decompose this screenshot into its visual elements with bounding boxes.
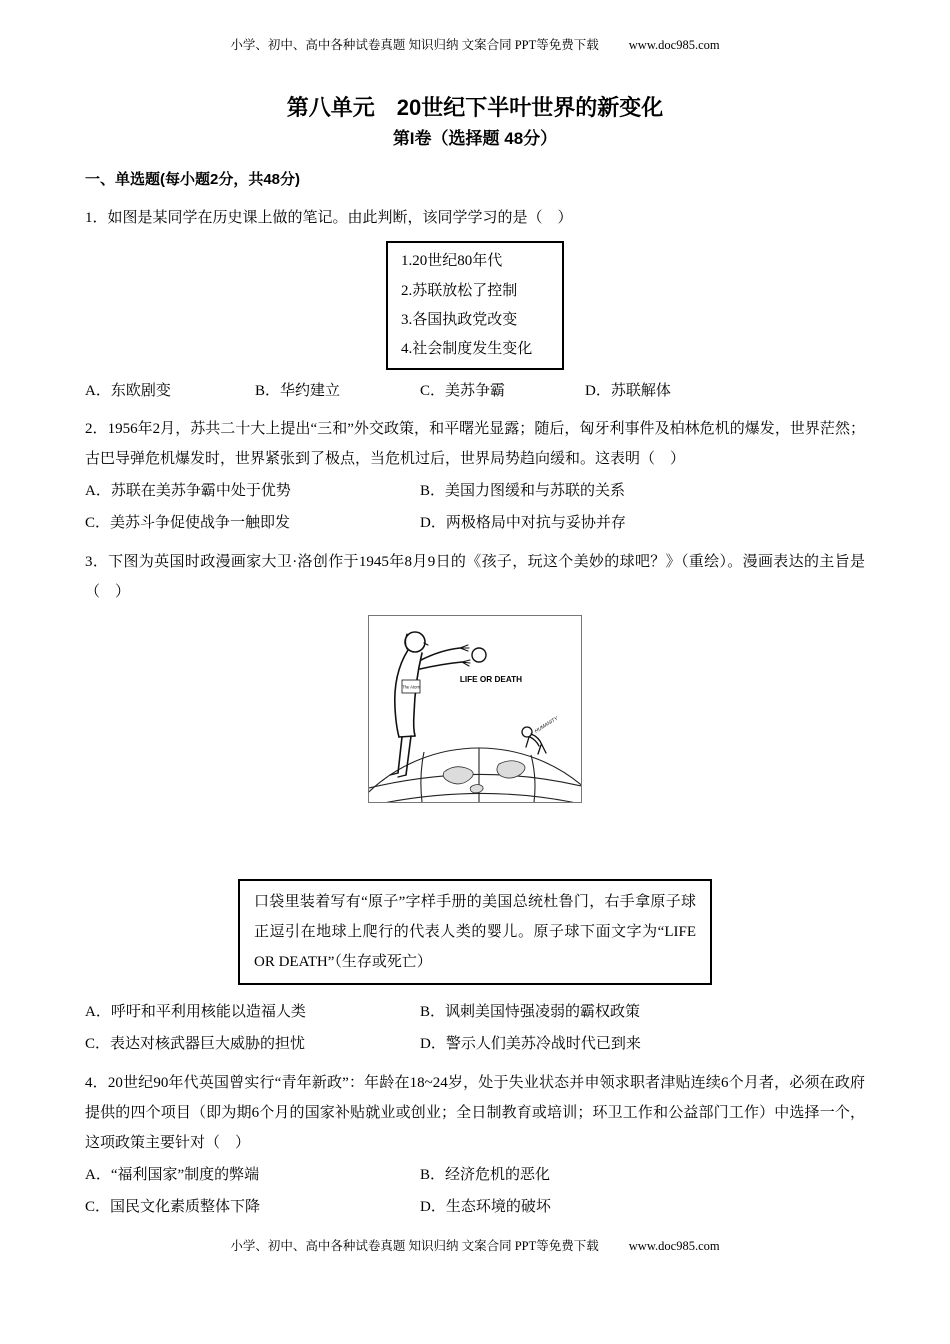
question-stem: 4．20世纪90年代英国曾实行“青年新政”：年龄在18~24岁，处于失业状态并申领求职者津贴连续6个月者，必须在政府提供的四个项目（即为期6个月的国家补贴就业或创业；全日制教育或培训；环卫工作和公益部门工作）中选择一个，这项政策主要针对（ ） <box>85 1075 865 1152</box>
note-line: 2.苏联放松了控制 <box>401 282 518 299</box>
question-3 <box>85 539 865 1060</box>
pocket-label: The Atom <box>402 684 420 690</box>
option-a: A．“福利国家”制度的弊端 <box>85 1167 260 1184</box>
question-4 <box>85 1060 865 1223</box>
globe-icon <box>369 748 581 802</box>
question-1 <box>85 195 865 406</box>
page-title: 第八单元 20世纪下半叶世界的新变化 <box>286 94 664 120</box>
option-c: C．美苏争霸 <box>420 383 506 400</box>
atom-handbook-icon <box>402 680 420 693</box>
question-stem: 1．如图是某同学在历史课上做的笔记。由此判断，该同学学习的是（ ） <box>85 210 573 227</box>
caption-box: 口袋里装着写有“原子”字样手册的美国总统杜鲁门，右手拿原子球正逗引在地球上爬行的代表人类的婴儿。原子球下面文字为“LIFE OR DEATH”（生存或死亡） <box>238 879 712 985</box>
continents-icon <box>443 761 525 793</box>
cartoon-svg <box>369 616 581 802</box>
note-line: 3.各国执政党改变 <box>401 311 518 328</box>
option-a: A．苏联在美苏争霸中处于优势 <box>85 483 291 500</box>
options-grid <box>85 476 865 539</box>
atom-ball-icon <box>472 648 486 662</box>
option-d: D．两极格局中对抗与妥协并存 <box>420 514 626 531</box>
section-heading: 一、单选题(每小题2分，共48分) <box>85 171 301 189</box>
question-stem: 2．1956年2月，苏共二十大上提出“三和”外交政策，和平曙光显露；随后，匈牙利事件及柏林危机的爆发，世界茫然；古巴导弹危机爆发时，世界紧张到了极点，当危机过后，世界局势趋向缓和。这表明（ ） <box>85 421 865 468</box>
header-promo-text: 小学、初中、高中各种试卷真题 知识归纳 文案合同 PPT等免费下载 <box>230 38 599 52</box>
doc-header <box>85 36 865 55</box>
baby-label: HUMANITY <box>533 716 560 735</box>
option-b: B．华约建立 <box>255 383 341 400</box>
option-b: B．经济危机的恶化 <box>420 1167 551 1184</box>
note-line: 4.社会制度发生变化 <box>401 341 533 358</box>
options-grid <box>85 997 865 1060</box>
option-b: B．讽刺美国恃强凌弱的霸权政策 <box>420 1004 641 1021</box>
note-line: 1.20世纪80年代 <box>401 253 503 270</box>
option-d: D．生态环境的破坏 <box>420 1198 551 1215</box>
option-b: B．美国力图缓和与苏联的关系 <box>420 483 626 500</box>
option-d: D．苏联解体 <box>585 383 671 400</box>
page-subtitle: 第I卷（选择题 48分） <box>392 129 558 149</box>
option-a: A．东欧剧变 <box>85 383 171 400</box>
ball-text: LIFE OR DEATH <box>459 675 523 685</box>
header-site-link[interactable]: www.doc985.com <box>628 38 720 52</box>
options-grid <box>85 1160 865 1223</box>
footer-promo-text: 小学、初中、高中各种试卷真题 知识归纳 文案合同 PPT等免费下载 <box>230 1239 599 1254</box>
option-a: A．呼吁和平利用核能以造福人类 <box>85 1004 306 1021</box>
option-c: C．表达对核武器巨大威胁的担忧 <box>85 1035 306 1052</box>
footer-site-link[interactable]: www.doc985.com <box>628 1239 720 1254</box>
options-row <box>85 376 865 406</box>
question-2 <box>85 406 865 539</box>
notes-box <box>386 241 564 370</box>
question-stem: 3．下图为英国时政漫画家大卫·洛创作于1945年8月9日的《孩子，玩这个美妙的球吧？》（重绘）。漫画表达的主旨是（ ） <box>85 554 865 601</box>
option-c: C．美苏斗争促使战争一触即发 <box>85 514 291 531</box>
option-d: D．警示人们美苏冷战时代已到来 <box>420 1035 641 1052</box>
doc-footer <box>85 1237 865 1256</box>
option-c: C．国民文化素质整体下降 <box>85 1198 261 1215</box>
cartoon-figure <box>368 615 582 803</box>
